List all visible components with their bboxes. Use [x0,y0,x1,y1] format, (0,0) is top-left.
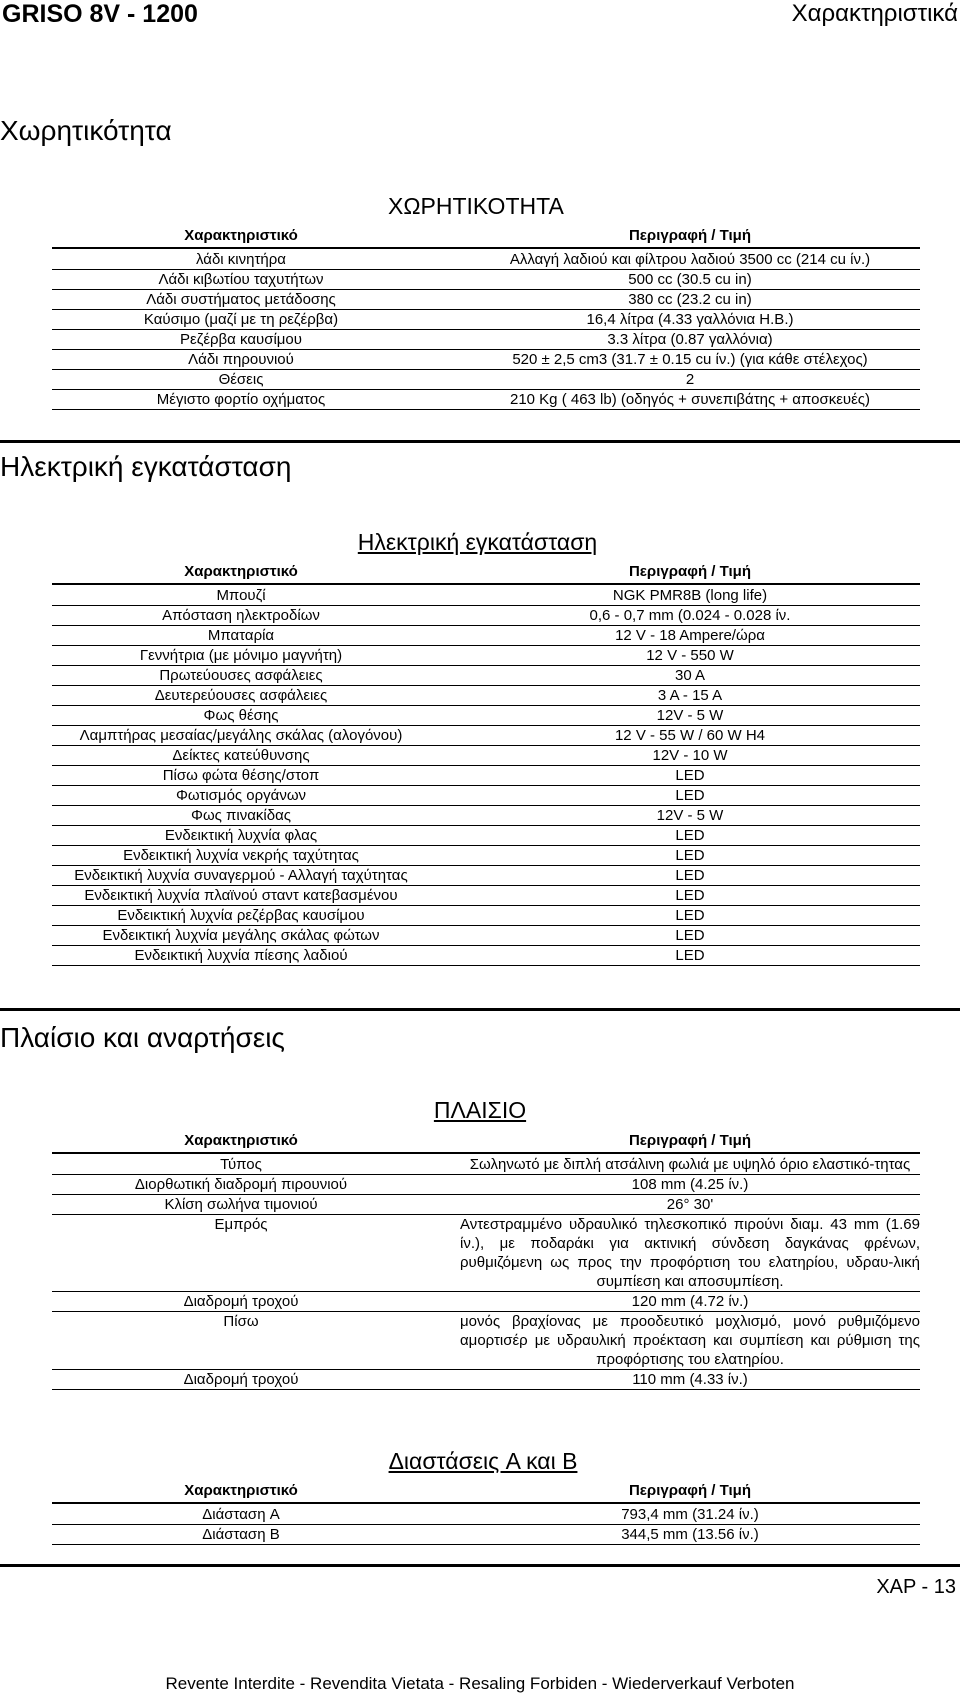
row-feature: Πίσω [223,1313,259,1330]
page-number: ΧΑΡ - 13 [876,1576,956,1598]
row-feature: Ρεζέρβα καυσίμου [180,331,302,348]
row-value: Αλλαγή λαδιού και φίλτρου λαδιού 3500 cc (214 cu ίν.) [509,251,871,268]
table-header-rule [52,1152,920,1154]
row-value: 16,4 λίτρα (4.33 γαλλόνια Η.Β.) [586,311,794,328]
table-header-rule [52,1502,920,1504]
row-value: 12 V - 18 Ampere/ώρα [615,627,765,644]
row-feature: Διάσταση B [202,1526,280,1543]
row-value: LED [675,867,705,884]
frame-table-title: ΠΛΑΙΣΙΟ [433,1097,527,1123]
feature-column-header: Χαρακτηριστικό [184,563,298,580]
table-row [52,706,920,726]
electrical-table [52,563,920,966]
row-feature: Λάδι πηρουνιού [188,351,294,368]
row-value: 793,4 mm (31.24 ίν.) [621,1506,759,1523]
row-feature: Κλίση σωλήνα τιμονιού [164,1196,318,1213]
table-row [52,1370,920,1390]
row-value: NGK PMR8B (long life) [612,587,768,604]
row-feature: Καύσιμο (μαζί με τη ρεζέρβα) [143,311,339,328]
table-row [52,1155,920,1175]
row-value: 0,6 - 0,7 mm (0.024 - 0.028 ίν. [589,607,791,624]
section-electrical-heading: Ηλεκτρική εγκατάσταση [0,451,292,482]
row-feature: Ενδεικτική λυχνία μεγάλης σκάλας φώτων [102,927,380,944]
table-row [52,806,920,826]
row-feature: Μπουζί [216,587,266,604]
row-feature: Λάδι συστήματος μετάδοσης [146,291,336,308]
table-row [52,350,920,370]
row-feature: Μπαταρία [207,627,275,644]
row-value: 30 A [674,667,706,684]
table-row [52,666,920,686]
row-feature: Λαμπτήρας μεσαίας/μεγάλης σκάλας (αλογόνου) [79,727,403,744]
section-chassis-heading: Πλαίσιο και αναρτήσεις [0,1022,285,1053]
row-feature: Διαδρομή τροχού [183,1293,299,1310]
frame-table [52,1132,920,1390]
feature-column-header: Χαρακτηριστικό [184,1482,298,1499]
electrical-table-title: Ηλεκτρική εγκατάσταση [357,529,598,555]
table-header [52,1132,920,1152]
row-feature: Ενδεικτική λυχνία πίεσης λαδιού [134,947,348,964]
row-feature: Διάσταση A [202,1506,280,1523]
row-feature: Τύπος [220,1156,262,1173]
page-bottom-divider [0,1564,960,1567]
row-value: 12 V - 55 W / 60 W H4 [614,727,766,744]
feature-column-header: Χαρακτηριστικό [184,227,298,244]
model-title: GRISO 8V - 1200 [2,0,198,28]
table-row [52,606,920,626]
table-row [52,310,920,330]
row-value: 12V - 5 W [656,707,724,724]
row-feature: Πρωτεύουσες ασφάλειες [159,667,323,684]
desc-column-header: Περιγραφή / Τιμή [628,227,752,244]
row-feature: Λάδι κιβωτίου ταχυτήτων [158,271,324,288]
row-feature: Ενδεικτική λυχνία ρεζέρβας καυσίμου [117,907,365,924]
footer-notice: Revente Interdite - Revendita Vietata - Resaling Forbiden - Wiederverkauf Verboten [165,1674,795,1693]
row-value: LED [675,767,705,784]
row-value: LED [675,787,705,804]
row-feature: Πίσω φώτα θέσης/στοπ [162,767,320,784]
table-row [52,1312,920,1370]
row-value: 120 mm (4.72 ίν.) [631,1293,749,1310]
table-header [52,1482,920,1502]
row-value: LED [675,827,705,844]
row-feature: Δευτερεύουσες ασφάλειες [154,687,328,704]
row-feature: Δείκτες κατεύθυνσης [172,747,310,764]
row-feature: Ενδεικτική λυχνία νεκρής ταχύτητας [123,847,359,864]
table-row [52,1292,920,1312]
capacity-table-title: ΧΩΡΗΤΙΚΟΤΗΤΑ [388,193,564,219]
chapter-title: Χαρακτηριστικά [791,0,958,27]
section-capacity-heading: Χωρητικότητα [0,115,172,146]
table-row [52,686,920,706]
table-row [52,1525,920,1545]
table-row [52,866,920,886]
table-row [52,1505,920,1525]
table-row [52,290,920,310]
row-value: 26° 30' [666,1196,714,1213]
table-header [52,563,920,583]
table-header-rule [52,247,920,249]
row-value: 110 mm (4.33 ίν.) [632,1371,748,1388]
table-row [52,946,920,966]
row-value: LED [675,907,705,924]
row-feature: Φωτισμός οργάνων [175,787,307,804]
table-row [52,1215,920,1292]
table-row [52,786,920,806]
table-row [52,826,920,846]
table-row [52,586,920,606]
table-row [52,270,920,290]
row-value: 380 cc (23.2 cu in) [628,291,752,308]
row-value: 210 Kg ( 463 lb) (οδηγός + συνεπιβάτης + αποσκευές) [509,391,871,408]
table-row [52,250,920,270]
dimensions-table-title: Διαστάσεις A και B [388,1448,578,1474]
table-row [52,370,920,390]
table-row [52,766,920,786]
row-value: 344,5 mm (13.56 ίν.) [621,1526,759,1543]
table-row [52,390,920,410]
table-row [52,726,920,746]
row-value: 12 V - 550 W [646,647,734,664]
row-feature: Απόσταση ηλεκτροδίων [162,607,320,624]
desc-column-header: Περιγραφή / Τιμή [628,1482,752,1499]
table-row [52,746,920,766]
row-value: 3.3 λίτρα (0.87 γαλλόνια) [607,331,773,348]
table-row [52,1175,920,1195]
table-row [52,846,920,866]
row-value: 12V - 10 W [652,747,728,764]
row-feature: Μέγιστο φορτίο οχήματος [156,391,326,408]
row-feature: Θέσεις [218,371,264,388]
section-divider [0,440,960,443]
table-row [52,330,920,350]
row-value: 3 A - 15 A [657,687,723,704]
table-row [52,906,920,926]
feature-column-header: Χαρακτηριστικό [184,1132,298,1149]
row-value: LED [675,887,705,904]
row-value: μονός βραχίονας με προοδευτικό μοχλισμό, μονό ρυθμιζόμενο αμορτισέρ με υδραυλική προέκταση και συμπίεση και ρύθμιση της προφόρτισης του ελατηρίου. [460,1313,920,1368]
table-row [52,1195,920,1215]
row-value: 12V - 5 W [656,807,724,824]
row-feature: Διαδρομή τροχού [183,1371,299,1388]
row-feature: Φως θέσης [203,707,279,724]
row-value: LED [675,847,705,864]
table-row [52,886,920,906]
row-value: 520 ± 2,5 cm3 (31.7 ± 0.15 cu ίν.) (για κάθε στέλεχος) [512,351,868,368]
row-value: 500 cc (30.5 cu in) [628,271,752,288]
row-feature: λάδι κινητήρα [196,251,286,268]
row-value: Αντεστραμμένο υδραυλικό τηλεσκοπικό πιρούνι διαμ. 43 mm (1.69 ίν.), με ποδαράκι για ακτινική σύνδεση δαγκάνας φρένων, ρυθμιζόμενη ως προς την προφόρτιση του ελατηρίου, υδραυ-λική συμπίεση και αποσυμπίεση. [460,1216,920,1290]
row-feature: Εμπρός [214,1216,268,1233]
row-feature: Ενδεικτική λυχνία φλας [164,827,318,844]
table-row [52,626,920,646]
section-divider [0,1008,960,1011]
table-header [52,227,920,247]
desc-column-header: Περιγραφή / Τιμή [628,1132,752,1149]
capacity-table [52,227,920,410]
row-feature: Ενδεικτική λυχνία συναγερμού - Αλλαγή ταχύτητας [74,867,408,884]
table-header-rule [52,583,920,585]
row-value: 108 mm (4.25 ίν.) [631,1176,749,1193]
row-value: 2 [685,371,695,388]
row-value: LED [675,947,705,964]
desc-column-header: Περιγραφή / Τιμή [628,563,752,580]
row-value: Σωληνωτό με διπλή ατσάλινη φωλιά με υψηλό όριο ελαστικό-τητας [469,1156,911,1173]
row-feature: Ενδεικτική λυχνία πλαϊνού σταντ κατεβασμένου [84,887,398,904]
table-row [52,646,920,666]
dimensions-table [52,1482,920,1545]
row-feature: Φως πινακίδας [190,807,291,824]
row-feature: Γεννήτρια (με μόνιμο μαγνήτη) [139,647,343,664]
table-row [52,926,920,946]
row-feature: Διορθωτική διαδρομή πιρουνιού [134,1176,348,1193]
row-value: LED [675,927,705,944]
